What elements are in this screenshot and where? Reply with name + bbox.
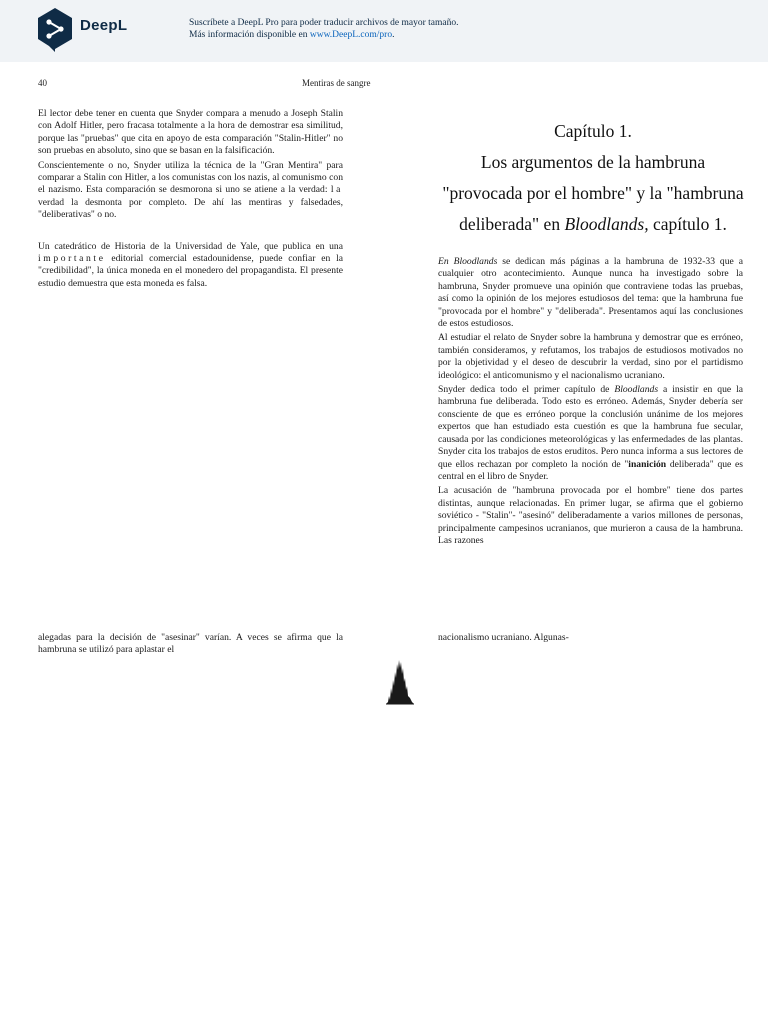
left-p3-b: editorial comercial estadounidense, puede confiar en la "credibilidad", la única moneda en el monedero del propagandista. El presente estudio demuestra que esta moneda es falsa. xyxy=(38,253,343,289)
left-column-bottom xyxy=(38,632,343,657)
right-paragraph-2: Al estudiar el relato de Snyder sobre la hambruna y demostrar que es erróneo, también consideramos, y refutamos, los trabajos de estudiosos motivados no por la objetividad y el deseo de descubrir la verdad, sino por el partidismo ideológico: el anticomunismo y el nacionalismo ucraniano. xyxy=(438,332,743,381)
right-p3-a: Snyder dedica todo el primer capítulo de xyxy=(438,384,615,396)
right-paragraph-4: La acusación de "hambruna provocada por el hombre" tiene dos partes distintas, aunque relacionadas. En primer lugar, se afirma que el gobierno soviético - "Stalin"- "asesinó" deliberadamente a varios millones de personas, principalmente campesinos ucranianos, que murieron a causa de la hambruna. Las razones xyxy=(438,485,743,546)
chapter-book-title: Bloodlands, xyxy=(564,214,649,234)
page-number: 40 xyxy=(38,78,47,88)
right-column-bottom xyxy=(438,632,743,644)
chapter-line-4-a: deliberada" en xyxy=(459,214,565,234)
right-p3-c: deliberada" que es central en el libro de Snyder. xyxy=(438,458,743,482)
right-bottom-text: nacionalismo ucraniano. Algunas- xyxy=(438,632,569,643)
left-paragraph-3 xyxy=(38,241,343,291)
left-p2-b: verdad la desmonta por completo. De ahí las mentiras y falsedades, "deliberativas" o no. xyxy=(38,196,343,221)
right-p3-bold: inanición xyxy=(628,458,667,470)
chapter-line-2: Los argumentos de la hambruna xyxy=(480,152,706,172)
right-p3-b: a insistir en que la hambruna fue deliberada. Todo esto es erróneo. Además, Snyder debería ser consciente de que es erróneo porque la conclusión unánime de los mejores expertos que han estudiado esta cuestión es que la hambruna fue secular, causada por las condiciones meteorológicas y las enfermedades de las plantas. Snyder cita los trabajos de estos eruditos. Pero nunca informa a sus lectores de que ellos rechazan por completo la noción de " xyxy=(438,384,743,470)
chapter-line-4-b: capítulo 1. xyxy=(648,214,727,234)
left-column-top xyxy=(38,108,343,290)
left-paragraph-2 xyxy=(38,160,343,222)
promo-line-2 xyxy=(189,29,459,41)
chapter-line-1: Capítulo 1. xyxy=(554,121,632,141)
histogram-thumbnail-icon xyxy=(385,658,415,705)
right-p1-italic: En Bloodlands xyxy=(438,256,498,267)
right-column xyxy=(438,256,743,547)
right-p3-italic: Bloodlands xyxy=(614,384,659,396)
promo-text xyxy=(189,17,459,41)
left-p3-a: Un catedrático de Historia de la Universidad de Yale, que publica en una xyxy=(38,240,343,252)
deepl-logo-text: DeepL xyxy=(80,17,128,34)
deepl-banner xyxy=(0,0,768,62)
deepl-logo-icon[interactable] xyxy=(36,7,74,53)
left-paragraph-1: El lector debe tener en cuenta que Snyder compara a menudo a Joseph Stalin con Adolf Hitler, pero fracasa totalmente a la hora de demostrar esa similitud, porque las "pruebas" que cita en apoyo de esta comparación "Stalin-Hitler" no son pruebas en absoluto, sino que se basan en la falsificación. xyxy=(38,108,343,157)
chapter-line-3: "provocada por el hombre" y la "hambruna xyxy=(442,183,744,203)
left-p2-a: Conscientemente o no, Snyder utiliza la técnica de la "Gran Mentira" para comparar a Stalin con Hitler, a los comunistas con los nazis, al comunismo con el nazismo. Esta comparación se desmorona si uno se atiene a la verdad: xyxy=(38,159,343,196)
right-paragraph-1 xyxy=(438,256,743,330)
right-paragraph-3 xyxy=(438,384,743,483)
right-p1-text: se dedican más páginas a la hambruna de 1932-33 que a cualquier otro acontecimiento. Aunque nunca ha investigado sobre la hambruna, Snyder promueve una opinión que contraviene todas las pruebas, así como la opinión de los mejores estudiosos del tema: que la hambruna fue "provocada por el hombre" y "deliberada". Presentamos aquí las conclusiones de estos estudiosos. xyxy=(438,256,743,330)
deepl-pro-link[interactable]: www.DeepL.com/pro xyxy=(309,30,393,40)
chapter-heading xyxy=(428,116,758,240)
running-title: Mentiras de sangre xyxy=(302,78,371,88)
promo-line-1: Suscríbete a DeepL Pro para poder traducir archivos de mayor tamaño. xyxy=(189,18,459,28)
left-p3-spaced: importante xyxy=(38,253,106,265)
left-bottom-text: alegadas para la decisión de "asesinar" varían. A veces se afirma que la hambruna se utilizó para aplastar el xyxy=(38,632,343,656)
promo-suffix: . xyxy=(392,30,395,40)
promo-prefix: Más información disponible en xyxy=(189,30,310,40)
chapter-line-4 xyxy=(428,209,758,240)
left-p2-spaced: la xyxy=(330,184,343,196)
